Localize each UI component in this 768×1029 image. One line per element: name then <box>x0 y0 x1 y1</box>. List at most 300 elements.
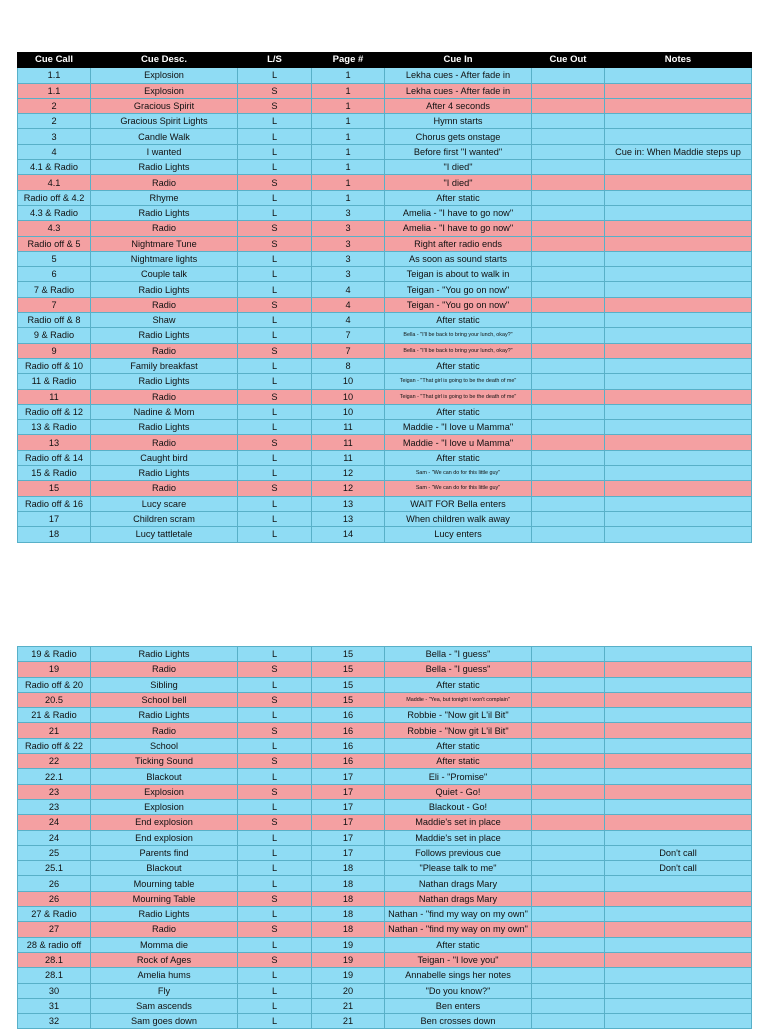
cell-notes <box>605 723 752 738</box>
cell-page: 18 <box>312 876 385 891</box>
cell-cue-out <box>532 450 605 465</box>
cell-cue-out <box>532 496 605 511</box>
cell-cue-desc: Shaw <box>91 313 238 328</box>
table-row <box>18 68 752 83</box>
cell-cue-out <box>532 891 605 906</box>
cell-ls: S <box>238 784 312 799</box>
table-row <box>18 677 752 692</box>
cell-notes <box>605 784 752 799</box>
table-row <box>18 221 752 236</box>
cell-page: 17 <box>312 815 385 830</box>
cell-cue-call: 1.1 <box>18 83 91 98</box>
cell-cue-desc: Radio Lights <box>91 420 238 435</box>
cell-cue-out <box>532 983 605 998</box>
cell-cue-desc: End explosion <box>91 815 238 830</box>
cell-cue-desc: Gracious Spirit <box>91 98 238 113</box>
cell-cue-in: Chorus gets onstage <box>385 129 532 144</box>
cell-cue-call: 23 <box>18 799 91 814</box>
cell-notes <box>605 799 752 814</box>
cell-ls: L <box>238 769 312 784</box>
cell-page: 1 <box>312 175 385 190</box>
cell-notes <box>605 511 752 526</box>
cell-cue-desc: Blackout <box>91 769 238 784</box>
cell-notes <box>605 450 752 465</box>
cell-page: 16 <box>312 708 385 723</box>
cell-notes <box>605 738 752 753</box>
cell-cue-call: 13 & Radio <box>18 420 91 435</box>
cell-cue-in: Before first "I wanted" <box>385 144 532 159</box>
cell-cue-in: Blackout - Go! <box>385 799 532 814</box>
table-row <box>18 799 752 814</box>
table-row <box>18 983 752 998</box>
cell-page: 1 <box>312 160 385 175</box>
cell-cue-in: After static <box>385 450 532 465</box>
table-row <box>18 236 752 251</box>
cell-cue-in: Teigan - "That girl is going to be the death of me" <box>385 389 532 404</box>
cell-ls: L <box>238 1014 312 1029</box>
cell-cue-in: Robbie - "Now git L'il Bit" <box>385 723 532 738</box>
cell-ls: S <box>238 389 312 404</box>
cell-cue-call: 15 <box>18 481 91 496</box>
table-row <box>18 267 752 282</box>
cell-cue-out <box>532 282 605 297</box>
column-header-cue-out: Cue Out <box>532 53 605 68</box>
cell-notes <box>605 282 752 297</box>
cell-ls: L <box>238 968 312 983</box>
cell-page: 10 <box>312 389 385 404</box>
table-row <box>18 738 752 753</box>
cell-notes <box>605 114 752 129</box>
table-2-body <box>18 647 752 1029</box>
table-row <box>18 784 752 799</box>
cell-cue-call: 18 <box>18 527 91 542</box>
cell-cue-out <box>532 662 605 677</box>
cell-ls: S <box>238 922 312 937</box>
cell-notes <box>605 221 752 236</box>
cell-notes <box>605 267 752 282</box>
cell-cue-out <box>532 175 605 190</box>
cell-notes <box>605 358 752 373</box>
cell-notes <box>605 952 752 967</box>
cell-cue-desc: Explosion <box>91 799 238 814</box>
table-row <box>18 481 752 496</box>
cell-notes <box>605 83 752 98</box>
cell-page: 11 <box>312 450 385 465</box>
cell-ls: S <box>238 891 312 906</box>
cell-notes <box>605 815 752 830</box>
cell-cue-in: "I died" <box>385 175 532 190</box>
table-row <box>18 937 752 952</box>
cell-ls: L <box>238 466 312 481</box>
cell-ls: S <box>238 692 312 707</box>
cell-cue-in: Bella - "I guess" <box>385 662 532 677</box>
cell-cue-out <box>532 481 605 496</box>
cell-cue-out <box>532 297 605 312</box>
cell-ls: S <box>238 343 312 358</box>
cell-cue-call: Radio off & 4.2 <box>18 190 91 205</box>
cell-cue-call: 27 <box>18 922 91 937</box>
cell-ls: L <box>238 527 312 542</box>
cell-cue-out <box>532 160 605 175</box>
column-header-cue-in: Cue In <box>385 53 532 68</box>
cell-cue-desc: Amelia hums <box>91 968 238 983</box>
table-row <box>18 190 752 205</box>
table-row <box>18 374 752 389</box>
table-row <box>18 358 752 373</box>
cell-cue-in: After static <box>385 358 532 373</box>
cell-cue-call: 4 <box>18 144 91 159</box>
cell-cue-out <box>532 708 605 723</box>
table-row <box>18 769 752 784</box>
cell-cue-out <box>532 799 605 814</box>
cell-cue-out <box>532 343 605 358</box>
cell-ls: L <box>238 937 312 952</box>
cell-cue-desc: Radio <box>91 389 238 404</box>
cell-cue-in: Maddie - "I love u Mamma" <box>385 435 532 450</box>
cell-cue-desc: Radio Lights <box>91 282 238 297</box>
cell-cue-out <box>532 68 605 83</box>
cell-page: 3 <box>312 205 385 220</box>
cell-cue-out <box>532 907 605 922</box>
table-row <box>18 815 752 830</box>
cell-notes <box>605 251 752 266</box>
cell-ls: S <box>238 723 312 738</box>
cell-cue-in: Teigan - "I love you" <box>385 952 532 967</box>
cell-cue-out <box>532 83 605 98</box>
cell-cue-desc: Nightmare Tune <box>91 236 238 251</box>
cell-cue-desc: Family breakfast <box>91 358 238 373</box>
cell-notes <box>605 435 752 450</box>
cue-sheet-table-1 <box>17 52 752 543</box>
cell-cue-out <box>532 769 605 784</box>
cell-ls: L <box>238 907 312 922</box>
cell-cue-out <box>532 190 605 205</box>
table-row <box>18 328 752 343</box>
table-row <box>18 466 752 481</box>
cell-cue-in: Nathan - "find my way on my own" <box>385 922 532 937</box>
cell-cue-in: "I died" <box>385 160 532 175</box>
cell-cue-desc: Nightmare lights <box>91 251 238 266</box>
table-row <box>18 450 752 465</box>
cell-cue-in: Teigan - "You go on now" <box>385 297 532 312</box>
cell-cue-desc: Ticking Sound <box>91 754 238 769</box>
cell-notes <box>605 677 752 692</box>
cell-cue-desc: Radio <box>91 662 238 677</box>
cell-ls: S <box>238 236 312 251</box>
cell-cue-call: 26 <box>18 891 91 906</box>
cell-ls: L <box>238 983 312 998</box>
cell-notes <box>605 190 752 205</box>
cell-cue-desc: Children scram <box>91 511 238 526</box>
cell-notes <box>605 937 752 952</box>
cell-cue-desc: Rock of Ages <box>91 952 238 967</box>
cell-cue-call: 7 & Radio <box>18 282 91 297</box>
cell-cue-call: 25 <box>18 845 91 860</box>
table-row <box>18 952 752 967</box>
cell-cue-desc: Radio Lights <box>91 708 238 723</box>
cell-page: 11 <box>312 420 385 435</box>
cell-ls: L <box>238 496 312 511</box>
cell-ls: L <box>238 68 312 83</box>
cell-ls: L <box>238 708 312 723</box>
cell-cue-in: Quiet - Go! <box>385 784 532 799</box>
cell-cue-out <box>532 313 605 328</box>
cell-cue-out <box>532 374 605 389</box>
table-row <box>18 998 752 1013</box>
cell-notes <box>605 662 752 677</box>
cell-page: 1 <box>312 190 385 205</box>
cell-cue-in: After static <box>385 190 532 205</box>
cell-notes <box>605 769 752 784</box>
table-row <box>18 845 752 860</box>
column-header-notes: Notes <box>605 53 752 68</box>
cell-ls: S <box>238 175 312 190</box>
cell-cue-desc: Mourning Table <box>91 891 238 906</box>
table-row <box>18 1014 752 1029</box>
cell-cue-call: Radio off & 10 <box>18 358 91 373</box>
cell-cue-out <box>532 876 605 891</box>
cell-page: 18 <box>312 907 385 922</box>
cell-page: 19 <box>312 952 385 967</box>
cell-cue-in: After static <box>385 404 532 419</box>
cell-cue-call: 2 <box>18 114 91 129</box>
cell-notes <box>605 205 752 220</box>
cell-cue-desc: Radio Lights <box>91 466 238 481</box>
cell-notes <box>605 313 752 328</box>
cell-cue-out <box>532 236 605 251</box>
cell-page: 1 <box>312 114 385 129</box>
cell-ls: S <box>238 435 312 450</box>
cell-notes: Don't call <box>605 861 752 876</box>
cell-page: 14 <box>312 527 385 542</box>
cell-cue-in: Nathan drags Mary <box>385 876 532 891</box>
cell-cue-desc: Radio <box>91 175 238 190</box>
cell-notes <box>605 891 752 906</box>
table-row <box>18 708 752 723</box>
cell-page: 20 <box>312 983 385 998</box>
cell-notes <box>605 754 752 769</box>
cell-cue-call: 26 <box>18 876 91 891</box>
cell-page: 11 <box>312 435 385 450</box>
cell-cue-out <box>532 861 605 876</box>
cell-notes <box>605 129 752 144</box>
cell-cue-desc: Radio <box>91 481 238 496</box>
table-row <box>18 297 752 312</box>
cell-cue-call: 7 <box>18 297 91 312</box>
cell-cue-desc: Explosion <box>91 784 238 799</box>
cell-ls: S <box>238 221 312 236</box>
cell-cue-call: 17 <box>18 511 91 526</box>
cell-cue-desc: Nadine & Mom <box>91 404 238 419</box>
cell-notes: Cue in: When Maddie steps up <box>605 144 752 159</box>
cell-cue-in: Lekha cues - After fade in <box>385 83 532 98</box>
cell-ls: S <box>238 83 312 98</box>
column-header-cue-desc: Cue Desc. <box>91 53 238 68</box>
cell-cue-out <box>532 1014 605 1029</box>
cell-ls: S <box>238 952 312 967</box>
cell-cue-call: 20.5 <box>18 692 91 707</box>
cell-cue-desc: Lucy scare <box>91 496 238 511</box>
cell-notes <box>605 1014 752 1029</box>
cell-cue-out <box>532 527 605 542</box>
cell-notes <box>605 297 752 312</box>
cell-cue-call: Radio off & 12 <box>18 404 91 419</box>
cell-cue-desc: Candle Walk <box>91 129 238 144</box>
cell-cue-call: Radio off & 22 <box>18 738 91 753</box>
cell-cue-in: Maddie - "I love u Mamma" <box>385 420 532 435</box>
cell-cue-desc: Blackout <box>91 861 238 876</box>
cell-cue-in: Follows previous cue <box>385 845 532 860</box>
cell-notes <box>605 343 752 358</box>
cell-ls: L <box>238 144 312 159</box>
cell-cue-call: 4.3 <box>18 221 91 236</box>
table-row <box>18 907 752 922</box>
cell-cue-call: 30 <box>18 983 91 998</box>
cell-ls: L <box>238 114 312 129</box>
cell-page: 16 <box>312 738 385 753</box>
table-row <box>18 723 752 738</box>
cell-cue-call: 22.1 <box>18 769 91 784</box>
table-row <box>18 435 752 450</box>
table-row <box>18 876 752 891</box>
cell-cue-out <box>532 98 605 113</box>
cell-page: 4 <box>312 282 385 297</box>
cell-cue-call: 11 & Radio <box>18 374 91 389</box>
cell-cue-in: Amelia - "I have to go now" <box>385 205 532 220</box>
cell-cue-in: After 4 seconds <box>385 98 532 113</box>
cell-page: 15 <box>312 647 385 662</box>
cell-ls: S <box>238 481 312 496</box>
cell-cue-in: After static <box>385 754 532 769</box>
cell-cue-in: Ben crosses down <box>385 1014 532 1029</box>
cell-cue-call: 5 <box>18 251 91 266</box>
table-row <box>18 251 752 266</box>
cell-page: 19 <box>312 937 385 952</box>
cell-cue-desc: Sam goes down <box>91 1014 238 1029</box>
cell-cue-call: 9 & Radio <box>18 328 91 343</box>
cell-cue-out <box>532 922 605 937</box>
cell-page: 18 <box>312 922 385 937</box>
cell-page: 8 <box>312 358 385 373</box>
cell-cue-desc: End explosion <box>91 830 238 845</box>
cell-notes <box>605 328 752 343</box>
cell-cue-call: Radio off & 8 <box>18 313 91 328</box>
cell-cue-in: Teigan - "You go on now" <box>385 282 532 297</box>
column-header-ls: L/S <box>238 53 312 68</box>
cell-cue-desc: Radio Lights <box>91 205 238 220</box>
table-1-body <box>18 68 752 542</box>
cell-cue-call: 28 & radio off <box>18 937 91 952</box>
cell-cue-out <box>532 511 605 526</box>
cell-page: 1 <box>312 129 385 144</box>
cell-page: 3 <box>312 236 385 251</box>
cell-cue-out <box>532 466 605 481</box>
cell-cue-in: Nathan drags Mary <box>385 891 532 906</box>
cell-cue-out <box>532 328 605 343</box>
cell-page: 15 <box>312 677 385 692</box>
cell-cue-desc: Radio <box>91 435 238 450</box>
cell-page: 3 <box>312 221 385 236</box>
cell-ls: L <box>238 404 312 419</box>
cell-cue-call: 31 <box>18 998 91 1013</box>
cell-page: 13 <box>312 496 385 511</box>
cell-cue-out <box>532 435 605 450</box>
cell-cue-out <box>532 998 605 1013</box>
cell-cue-desc: Fly <box>91 983 238 998</box>
cell-cue-out <box>532 677 605 692</box>
cell-notes <box>605 481 752 496</box>
cell-page: 21 <box>312 998 385 1013</box>
cell-ls: L <box>238 160 312 175</box>
table-row <box>18 175 752 190</box>
cell-notes <box>605 907 752 922</box>
table-row <box>18 404 752 419</box>
cell-ls: L <box>238 998 312 1013</box>
cell-ls: S <box>238 662 312 677</box>
table-row <box>18 861 752 876</box>
cell-cue-out <box>532 754 605 769</box>
cell-cue-desc: School bell <box>91 692 238 707</box>
header-row <box>18 53 752 68</box>
cell-cue-desc: Lucy tattletale <box>91 527 238 542</box>
cell-cue-desc: Radio Lights <box>91 647 238 662</box>
cell-cue-call: 4.3 & Radio <box>18 205 91 220</box>
cell-cue-call: 6 <box>18 267 91 282</box>
cell-page: 17 <box>312 769 385 784</box>
table-row <box>18 968 752 983</box>
cell-page: 13 <box>312 511 385 526</box>
cell-cue-call: 23 <box>18 784 91 799</box>
cell-notes <box>605 68 752 83</box>
cell-cue-desc: Radio <box>91 343 238 358</box>
cell-page: 15 <box>312 662 385 677</box>
cell-cue-in: Sam - "We can do for this little guy" <box>385 466 532 481</box>
cell-ls: L <box>238 511 312 526</box>
cell-cue-call: 15 & Radio <box>18 466 91 481</box>
cell-cue-in: After static <box>385 677 532 692</box>
cell-cue-out <box>532 845 605 860</box>
cell-cue-desc: I wanted <box>91 144 238 159</box>
table-row <box>18 114 752 129</box>
cell-cue-in: "Do you know?" <box>385 983 532 998</box>
table-row <box>18 830 752 845</box>
cell-cue-in: After static <box>385 937 532 952</box>
cell-ls: L <box>238 313 312 328</box>
cell-cue-out <box>532 830 605 845</box>
cell-cue-call: 3 <box>18 129 91 144</box>
cell-cue-call: 13 <box>18 435 91 450</box>
cell-cue-in: "Please talk to me" <box>385 861 532 876</box>
cell-cue-in: Maddie - "Yea, but tonight I won't complain" <box>385 692 532 707</box>
cell-page: 17 <box>312 784 385 799</box>
cell-ls: S <box>238 98 312 113</box>
cell-cue-in: Lucy enters <box>385 527 532 542</box>
cell-cue-desc: Parents find <box>91 845 238 860</box>
cell-notes <box>605 983 752 998</box>
cell-cue-in: Maddie's set in place <box>385 830 532 845</box>
cell-ls: L <box>238 799 312 814</box>
cell-cue-in: Amelia - "I have to go now" <box>385 221 532 236</box>
cell-cue-out <box>532 952 605 967</box>
cell-page: 1 <box>312 144 385 159</box>
cell-page: 17 <box>312 799 385 814</box>
cell-cue-out <box>532 251 605 266</box>
cell-cue-desc: Sam ascends <box>91 998 238 1013</box>
table-row <box>18 144 752 159</box>
cell-cue-out <box>532 267 605 282</box>
cell-page: 19 <box>312 968 385 983</box>
table-row <box>18 647 752 662</box>
